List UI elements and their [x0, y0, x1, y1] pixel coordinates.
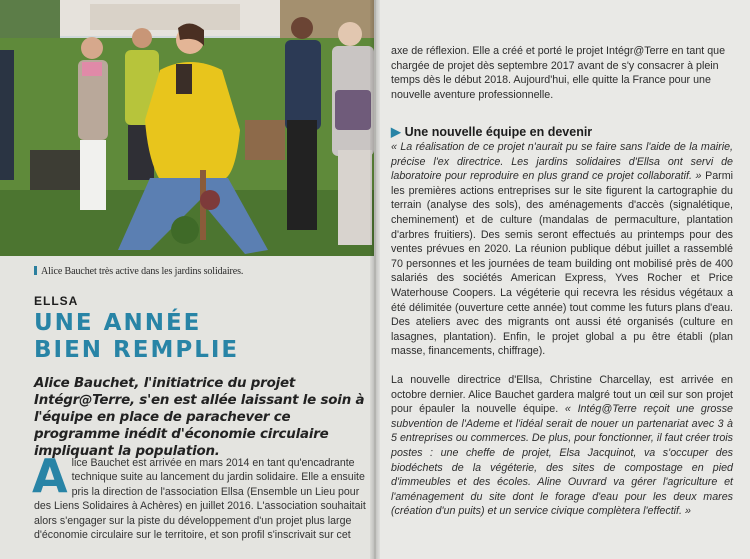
photo-illustration [0, 0, 374, 256]
left-page [0, 0, 374, 559]
body-right-end-text: La nouvelle directrice d'Ellsa, Christine Charcellay, est arrivée en octobre dernier. Alice Bauchet gardera malgré tout un œil sur son projet pour épauler la nouvelle équipe. [391, 374, 733, 416]
section-heading-text: Une nouvelle équipe en devenir [404, 125, 593, 139]
body-right-end [391, 373, 733, 519]
section-heading [391, 124, 592, 139]
caption-text: Alice Bauchet très active dans les jardins solidaires. [41, 266, 244, 277]
quote-2: « Intég@Terre reçoit une grosse subvention de l'Ademe et l'idéal serait de nouer un partenariat avec 3 à 5 entreprises ou commerces. De plus, pour fonctionner, il faut créer trois postes : une cheffe de projet, Elsa Jacquinot, va s'occuper des biodéchets de la végéterie, des sites de compostage en pied d'immeubles et des écoles. Aline Ouvrard va gérer l'agriculture et l'aménagement du site dont le forage d'eau pour les deux mares (création d'un puits) et un service civique complètera l'effectif. » [391, 403, 733, 518]
headline-line-2: BIEN REMPLIE [34, 337, 240, 363]
caption-marker [34, 266, 37, 275]
page-gutter [370, 0, 380, 559]
article-headline [34, 310, 239, 364]
body-left-text: lice Bauchet est arrivée en mars 2014 en tant qu'encadrante technique suite au lancement du jardin solidaire. Elle a ensuite pris la direction de l'association Ellsa (Ensemble un Lieu pour des Liens Solidaires à Achères) en juillet 2016. L'association souhaitait alors s'engager sur la piste du développement d'un projet plus large d'économie circulaire sur le territoire, et son profil s'inscrivait sur cet [34, 457, 366, 542]
drop-cap: A [32, 449, 68, 503]
body-right-main-text: Parmi les premières actions entreprises sur le site figurent la cartographie du terrain (analyse des sols), des aménagements d'accès (signalétique, cheminement) et de culture (mandalas de permaculture, plantation d'arbres fruitiers). Des semis seront effectués au printemps pour des ventes prévues en 2020. La réunion publique début juillet a rassemblé 70 personnes et les journées de team building ont mobilisé près de 400 salariés des sociétés American Express, Yves Rocher et Price Waterhouse Coopers. La végéterie qui recevra les résidus végétaux a été délimitée (ouverture cette année) tout comme les futurs plans d'eau. Des ateliers avec des migrants ont aussi été organisés (culture en lasagnes, plantation). Enfin, le projet global a pu être établi (plan masse, financements, chiffrage). [391, 170, 733, 358]
body-right-main [391, 140, 733, 359]
section-triangle-icon: ▶ [391, 125, 401, 139]
right-page [376, 0, 750, 559]
photo-caption [34, 266, 243, 277]
section-kicker: ELLSA [34, 294, 79, 308]
article-body-left [32, 449, 370, 542]
quote-1: « La réalisation de ce projet n'aurait pu se faire sans l'aide de la mairie, précise l'ex directrice. Les jardins solidaires d'Ellsa ont servi de laboratoire pour reproduire en plus grand ce projet collaboratif. » [391, 141, 733, 183]
body-right-intro: axe de réflexion. Elle a créé et porté le projet Intégr@Terre en tant que chargée de projet dès septembre 2017 avant de s'y consacrer à plein temps dès le début 2018. Aujourd'hui, elle quitte la France pour une nouvelle aventure professionnelle. [391, 45, 726, 101]
article-photo [0, 0, 374, 256]
headline-line-1: UNE ANNÉE [34, 310, 202, 336]
article-lead: Alice Bauchet, l'initiatrice du projet Intégr@Terre, s'en est allée laissant le soin à l'équipe en place de parachever ce programme inédit d'économie circulaire impliquant la population. [34, 376, 365, 459]
